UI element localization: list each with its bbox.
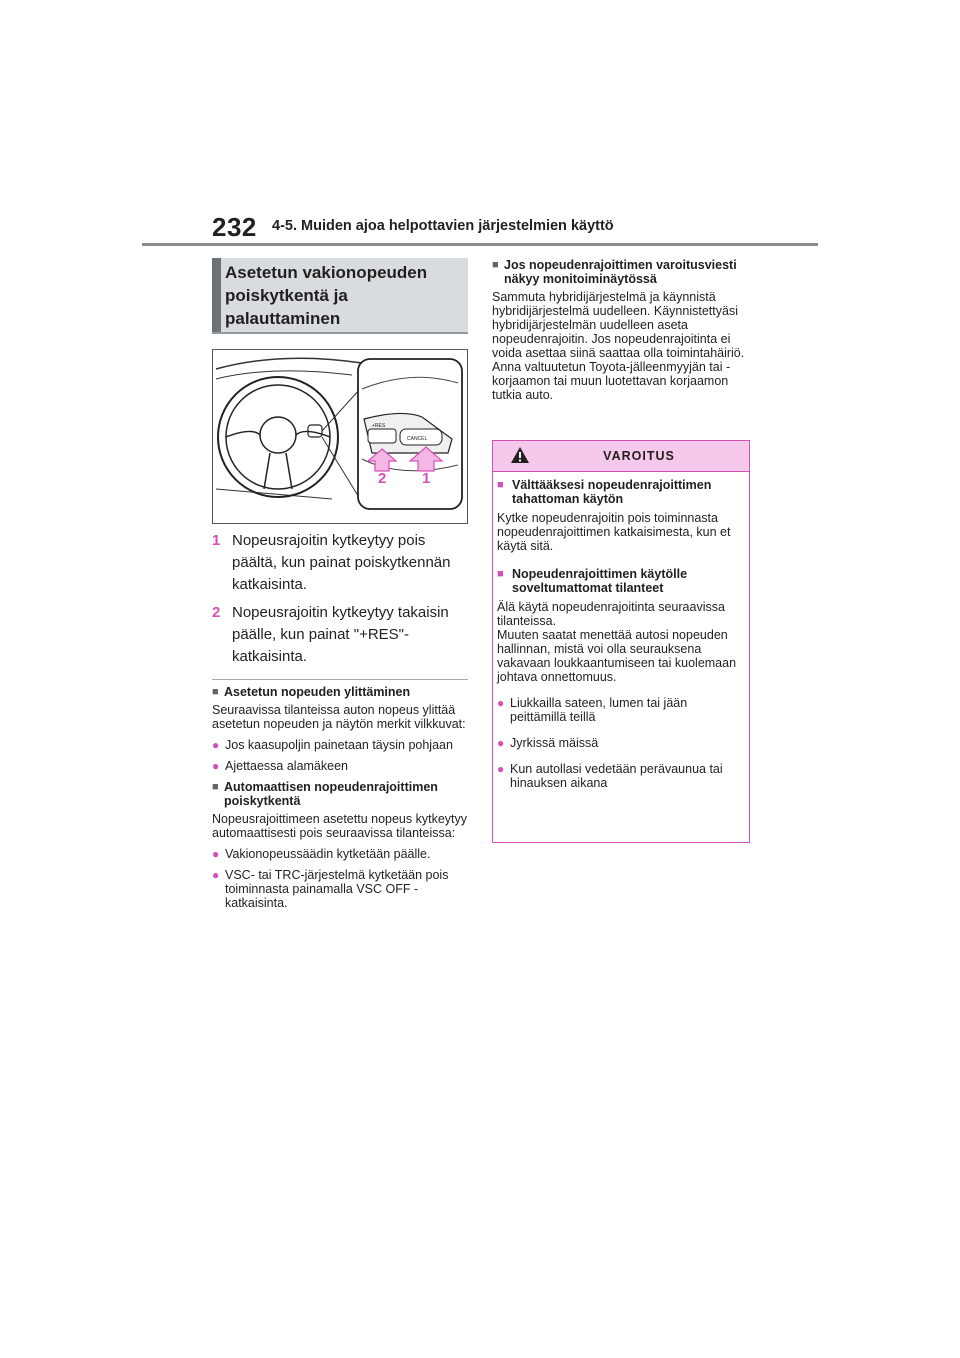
square-bullet-icon: ■ (497, 479, 504, 491)
right-column (492, 258, 750, 409)
divider (212, 679, 468, 680)
page-number: 232 (212, 212, 257, 242)
paragraph: Sammuta hybridijärjestelmä ja käynnistä hybridijärjestelmä uudelleen. Käynnistettyäsi hybridijärjestelmän uudelleen aseta nopeudenrajoitin. Jos nopeudenrajoitinta ei voida asettaa siinä saattaa olla toimintahäiriö. Anna valtuutetun Toyota-jälleenmyyjän tai -korjaamon tai muun luotettavan korjaamon tutkia auto. (492, 290, 745, 402)
square-bullet-icon: ■ (492, 259, 499, 271)
step-number: 2 (212, 604, 221, 621)
step-item (212, 530, 468, 596)
warning-box (492, 440, 750, 843)
list-item-text: VSC- tai TRC-järjestelmä kytketään pois toiminnasta painamalla VSC OFF -katkaisinta. (225, 868, 449, 910)
step-number: 1 (212, 532, 221, 549)
cancel-label: CANCEL (407, 436, 428, 442)
chapter-title: 4-5. Muiden ajoa helpottavien järjestelmien käyttö (272, 218, 614, 234)
steering-wheel-illustration (212, 349, 468, 524)
subheading-auto-cancel (212, 780, 470, 808)
warning-subheading (497, 567, 745, 595)
list-item (497, 736, 745, 750)
circle-bullet-icon: ● (212, 868, 220, 882)
list-item-text: Jos kaasupoljin painetaan täysin pohjaan (225, 738, 453, 752)
callout-1: 1 (422, 470, 431, 487)
subheading-text: Välttääksesi nopeudenrajoittimen tahattoman käytön (512, 478, 712, 506)
step-text: Nopeusrajoitin kytkeytyy takaisin päälle, kun painat "+RES"-katkaisinta. (232, 604, 449, 665)
list-item (212, 759, 470, 773)
subheading-exceed (212, 685, 470, 699)
square-bullet-icon: ■ (212, 686, 219, 698)
subheading-text: Jos nopeudenrajoittimen varoitusviesti näkyy monitoiminäytössä (504, 258, 737, 286)
circle-bullet-icon: ● (212, 847, 220, 861)
circle-bullet-icon: ● (497, 736, 505, 750)
paragraph: Älä käytä nopeudenrajoitinta seuraavissa tilanteissa. (497, 600, 725, 628)
paragraph: Seuraavissa tilanteissa auton nopeus ylittää asetetun nopeuden ja näytön merkit vilkkuvat: (212, 703, 466, 731)
step-item (212, 602, 468, 668)
section-title: Asetetun vakionopeuden poiskytkentä ja palauttaminen (225, 263, 428, 328)
list-item (497, 696, 745, 724)
step-text: Nopeusrajoitin kytkeytyy pois päältä, kun painat poiskytkennän katkaisinta. (232, 532, 451, 593)
square-bullet-icon: ■ (497, 568, 504, 580)
subheading-message (492, 258, 750, 286)
step-list (212, 530, 468, 674)
warning-body (493, 472, 749, 790)
warning-subheading (497, 478, 745, 506)
square-bullet-icon: ■ (212, 781, 219, 793)
circle-bullet-icon: ● (212, 738, 220, 752)
paragraph: Kytke nopeudenrajoitin pois toiminnasta nopeudenrajoittimen katkaisimesta, kun et käytä sitä. (497, 511, 731, 553)
list-item-text: Jyrkissä mäissä (510, 736, 599, 750)
header-rule (142, 243, 818, 246)
circle-bullet-icon: ● (212, 759, 220, 773)
subheading-text: Automaattisen nopeudenrajoittimen poiskytkentä (224, 780, 438, 808)
section-heading-box (212, 258, 468, 334)
list-item-text: Vakionopeussäädin kytketään päälle. (225, 847, 431, 861)
callout-2: 2 (378, 470, 387, 487)
circle-bullet-icon: ● (497, 762, 505, 776)
warning-label: VAROITUS (603, 449, 675, 463)
list-item-text: Liukkailla sateen, lumen tai jään peittämillä teillä (510, 696, 688, 724)
list-item (212, 868, 470, 910)
plus-res-label: +RES (372, 423, 386, 429)
list-item (497, 762, 745, 790)
switch-closeup (358, 359, 462, 509)
left-column (212, 685, 470, 917)
list-item-text: Ajettaessa alamäkeen (225, 759, 348, 773)
section-heading-bar (212, 258, 221, 332)
paragraph: Nopeusrajoittimeen asetettu nopeus kytkeytyy automaattisesti pois seuraavissa tilanteissa: (212, 812, 467, 840)
warning-header (493, 441, 749, 472)
paragraph: Muuten saatat menettää autosi nopeuden hallinnan, mistä voi olla seurauksena vakavaan loukkaantumiseen tai kuolemaan johtava onnettomuus. (497, 628, 737, 684)
subheading-text: Nopeudenrajoittimen käytölle soveltumattomat tilanteet (512, 567, 688, 595)
circle-bullet-icon: ● (497, 696, 505, 710)
list-item-text: Kun autollasi vedetään perävaunua tai hinauksen aikana (510, 762, 723, 790)
subheading-text: Asetetun nopeuden ylittäminen (224, 685, 411, 699)
list-item (212, 738, 470, 752)
list-item (212, 847, 470, 861)
